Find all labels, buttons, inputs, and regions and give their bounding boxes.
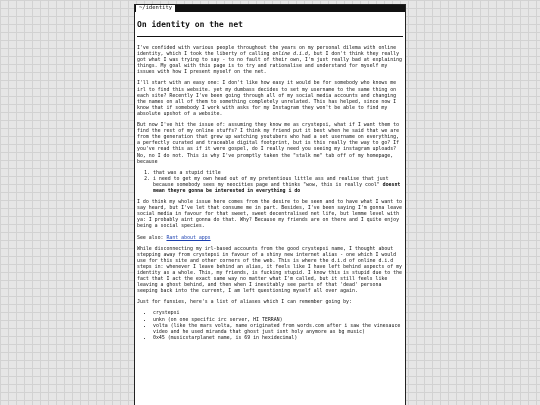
see-also-label: See also: [137, 234, 167, 241]
rant-about-apps-link[interactable]: Rant about apps [166, 234, 211, 241]
list-item: • unkn (on one specific irc server, HI TERRAN) [153, 317, 403, 323]
page-title: On identity on the net [137, 20, 243, 29]
paragraph-intro-text: I've confided with various people throughout the years on my personal dilema with online identity, which I took the liberty of calling [137, 45, 397, 58]
page-window [134, 4, 406, 405]
page-content [135, 12, 405, 341]
list-item-text: i need to get my own head out of my pretentious little ass and realise that just because somebody sees my neocities page and thinks "wow, this is really cool" [153, 175, 389, 188]
list-item [153, 176, 403, 194]
list-item: 1. that was a stupid title [153, 170, 403, 176]
list-item: • 0x45 (musicstarplanet name, is 69 in hexidecimal) [153, 335, 403, 341]
paragraph-intro-emphasis: online d.i.d [272, 51, 308, 58]
paragraph-aliases: While disconnecting my irl-based accounts from the good crystepsi name, I thought about stepping away from crystepsi in favour of a shiny new internet alias - one which I would use for this site and other corners of the web. This is where the d.i.d of online d.i.d steps in: whenever I leave behind an alias, it feels like I have left behind aspects of my identity as a whole. This, my friends, is fucking stupid. I know this is stupid due to the fact that I act the exact same way no matter what I'm called, but it still feels like leaving a ghost behind, and then when I inevitably see parts of that 'dead' persona seeping back into the current, I am left questioning myself all over again. [137, 245, 402, 295]
reasons-list [137, 170, 403, 194]
window-titlebar [135, 5, 405, 12]
paragraph-desire: I do think my whole issue here comes from the desire to be seen and to have what I want to say heard, but I've let that consume me in part. Besides, I've been saying I'm gonna leave social media in favour for that sweet, sweet decentralised net life, but lemme level with ya: I probably aint gonna do that. Why? Because my friends are on there and I quite enjoy being a social species. [137, 199, 402, 230]
title-divider [137, 36, 403, 37]
list-item-strong: doesnt mean theyre gonna be interested in everything i do [153, 181, 401, 194]
see-also [137, 235, 403, 241]
paragraph-funsies: Just for funsies, here's a list of aliases which I can remember going by: [137, 299, 352, 306]
paragraph-intro-text-2: , but I don't think they really got what I was trying to say - to no fault of their own, I'm just really bad at explaining things. My goal with this page is to try and rationalise and understand for myself my issues with how I present myself on the net. [137, 51, 402, 76]
list-item: • crystepsi [153, 310, 403, 316]
alias-list [137, 310, 403, 340]
list-item: • volta (like the mars volta, name originated from words.com after i saw the vinesauce video and he used miranda that ghost just isnt holy anymore as bg music) [153, 323, 403, 335]
window-tab[interactable]: ~/identity [136, 5, 176, 12]
paragraph-intro [137, 45, 403, 75]
paragraph-identity: But now I've hit the issue of: assuming they know me as crystepsi, what if I want them to find the rest of my online stuffs? I think my friend put it best when he said that we are from the generation that grew up watching youtubers who had a set username on everything, a perfectly curated and traceable digital footprint, but is this really the way to go? If you've read this as if it were gospel, do I really need you seeing my instagram uploads? No, no I do not. This is why I've promptly taken the "stalk me" tab off of my homepage, because [137, 122, 400, 165]
paragraph-username: I'll start with an easy one: I don't like how easy it would be for somebody who knows me irl to find this website. yet my dumbass decides to set my username to the same thing on each site? Recently I've been going through all of my social media accounts and changing the names on all of them to something completely unrelated. This has helped, since now I know that if somebody I work with asks for my Instagram they won't be able to find my absolute upshot of a website. [137, 80, 397, 117]
